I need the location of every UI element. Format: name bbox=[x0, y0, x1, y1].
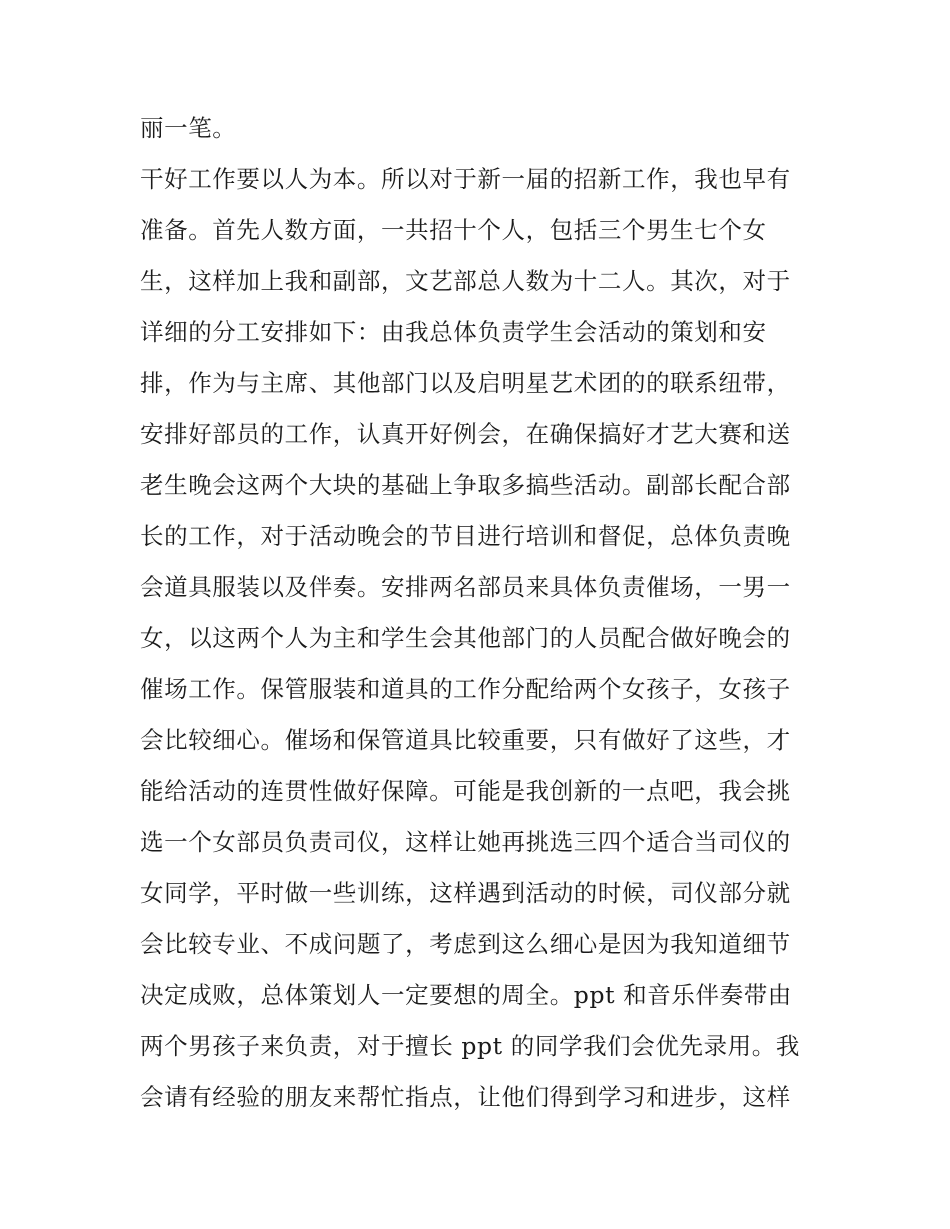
text-line: 能给活动的连贯性做好保障。可能是我创新的一点吧，我会挑 bbox=[140, 777, 791, 805]
text-line: 准备。首先人数方面，一共招十个人，包括三个男生七个女 bbox=[140, 216, 767, 244]
text-line: 两个男孩子来负责，对于擅长 ppt 的同学我们会优先录用。我 bbox=[140, 1032, 800, 1060]
text-line: 老生晚会这两个大块的基础上争取多搞些活动。副部长配合部 bbox=[140, 471, 791, 499]
text-line: 会道具服装以及伴奏。安排两名部员来具体负责催场，一男一 bbox=[140, 573, 791, 601]
text-line: 会比较专业、不成问题了，考虑到这么细心是因为我知道细节 bbox=[140, 930, 791, 958]
text-line: 丽一笔。 bbox=[140, 114, 237, 142]
text-line: 选一个女部员负责司仪，这样让她再挑选三四个适合当司仪的 bbox=[140, 828, 791, 856]
document-body bbox=[140, 103, 820, 1123]
text-line: 排，作为与主席、其他部门以及启明星艺术团的的联系纽带， bbox=[140, 369, 791, 397]
text-line: 催场工作。保管服装和道具的工作分配给两个女孩子，女孩子 bbox=[140, 675, 791, 703]
text-line: 长的工作，对于活动晚会的节目进行培训和督促，总体负责晚 bbox=[140, 522, 791, 550]
text-line: 女同学，平时做一些训练，这样遇到活动的时候，司仪部分就 bbox=[140, 879, 791, 907]
text-line: 干好工作要以人为本。所以对于新一届的招新工作，我也早有 bbox=[140, 165, 791, 193]
text-line: 会比较细心。催场和保管道具比较重要，只有做好了这些，才 bbox=[140, 726, 791, 754]
text-line: 安排好部员的工作，认真开好例会，在确保搞好才艺大赛和送 bbox=[140, 420, 791, 448]
text-line: 会请有经验的朋友来帮忙指点，让他们得到学习和进步，这样 bbox=[140, 1083, 791, 1111]
text-line: 女，以这两个人为主和学生会其他部门的人员配合做好晚会的 bbox=[140, 624, 791, 652]
text-line: 决定成败，总体策划人一定要想的周全。ppt 和音乐伴奏带由 bbox=[140, 981, 792, 1009]
text-line: 生，这样加上我和副部，文艺部总人数为十二人。其次，对于 bbox=[140, 267, 791, 295]
text-line: 详细的分工安排如下：由我总体负责学生会活动的策划和安 bbox=[140, 318, 767, 346]
